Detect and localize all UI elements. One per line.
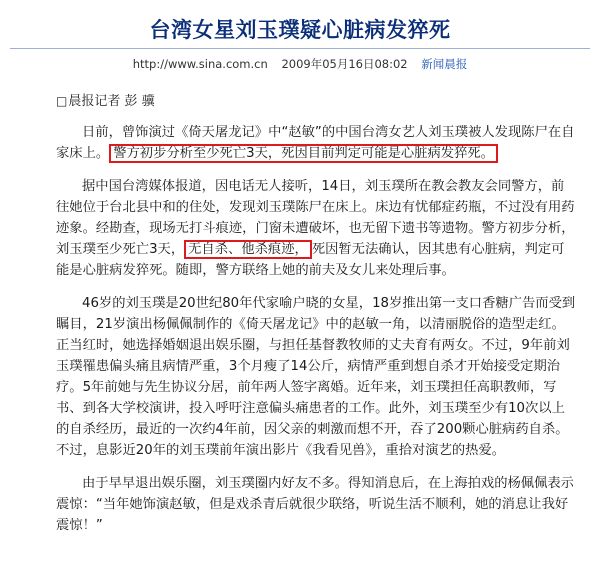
publish-datetime: 2009年05月16日08:02 xyxy=(281,57,408,71)
article-meta xyxy=(0,56,600,72)
paragraph-1-text: 日前，曾饰演过《倚天屠龙记》中“赵敏”的中国台湾女艺人刘玉璞被人发现陈尸在自家床上。 xyxy=(56,125,575,161)
paragraph-4: 由于早早退出娱乐圈，刘玉璞圈内好友不多。得知消息后，在上海拍戏的杨佩佩表示震惊：“当年她饰演赵敏，但是戏杀青后就很少联络，听说生活不顺利，她的消息让我好震惊！” xyxy=(56,476,574,533)
source-url[interactable]: http://www.sina.com.cn xyxy=(132,57,268,71)
square-bullet-icon: □ xyxy=(56,94,68,108)
reporter-line xyxy=(56,90,155,109)
highlighted-sentence: 警方初步分析至少死亡3天，死因目前判定可能是心脏病发猝死。 xyxy=(109,144,498,163)
highlighted-phrase: 无自杀、他杀痕迹， xyxy=(184,240,312,259)
article-body xyxy=(56,122,576,548)
paragraph-1 xyxy=(56,122,576,164)
article-title: 台湾女星刘玉璞疑心脏病发猝死 xyxy=(149,18,451,42)
paragraph-2-text-b: 死因暂无法确认，因其患有心脏病，判定可能是心脏病发猝死。随即，警方联络上她的前夫及女儿来处理后事。 xyxy=(56,242,565,278)
title-divider xyxy=(10,48,590,49)
paragraph-2 xyxy=(56,176,576,281)
paragraph-2-text-a: 据中国台湾媒体报道，因电话无人接听，14日，刘玉璞所在教会教友会同警方，前往她位于台北县中和的住处，发现刘玉璞陈尸在床上。床边有忧郁症药瓶，不过没有用药迹象。经勘查，现场无打斗痕迹，门窗未遭破坏，也无留下遗书等遗物。警方初步分析，刘玉璞至少死亡3天， xyxy=(56,179,575,257)
source-name-link[interactable]: 新闻晨报 xyxy=(421,57,468,71)
reporter-name: 晨报记者 彭 骥 xyxy=(68,94,155,109)
paragraph-3: 46岁的刘玉璞是20世纪80年代家喻户晓的女星，18岁推出第一支口香糖广告而受到瞩目，21岁演出杨佩佩制作的《倚天屠龙记》中的赵敏一角，以清丽脱俗的造型走红。正当红时，她选择婚姻退出娱乐圈，与担任基督教牧师的丈夫育有两女。不过，9年前刘玉璞罹患偏头痛且病情严重，3个月瘦了14公斤，病情严重到想自杀才开始接受定期治疗。5年前她与先生协议分居，前年两人签字离婚。近年来，刘玉璞担任高职教师，写书、到各大学校演讲，投入呼吁注意偏头痛患者的工作。此外，刘玉璞至少有10次以上的自杀经历，最近的一次约4年前，因父亲的刺激而想不开，吞了200颗心脏病药自杀。不过，息影近20年的刘玉璞前年演出影片《我看见兽》，重拾对演艺的热爱。 xyxy=(56,296,576,458)
